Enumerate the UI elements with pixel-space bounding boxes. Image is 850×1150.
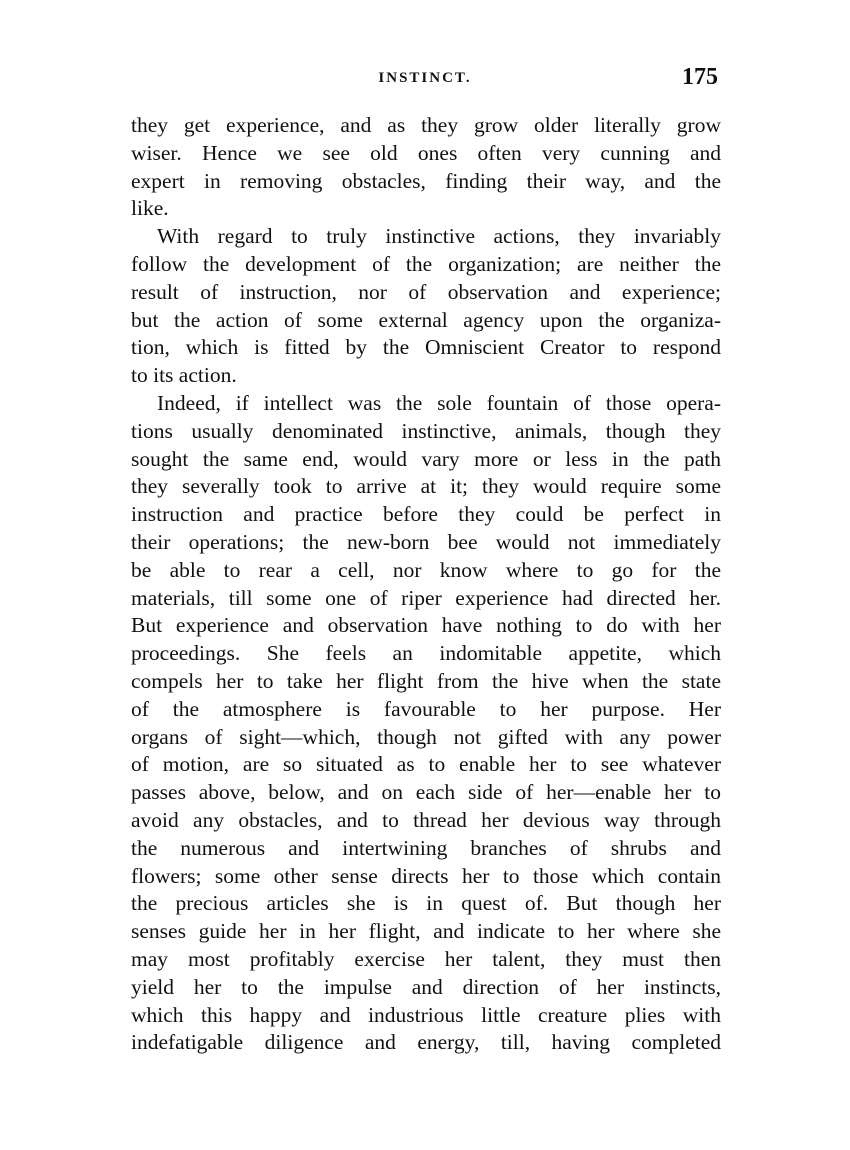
text-line: With regard to truly instinctive actions, they invariably (157, 224, 721, 249)
text-line: follow the development of the organization; are neither the (131, 251, 721, 276)
text-line: the precious articles she is in quest of. But though her (131, 891, 721, 916)
paragraph (131, 390, 721, 1057)
text-line: they get experience, and as they grow older literally grow (131, 113, 721, 137)
text-line: tions usually denominated instinctive, animals, though they (131, 418, 721, 443)
running-title: INSTINCT. (378, 70, 472, 86)
text-line: may most profitably exercise her talent, they must then (131, 946, 721, 971)
paragraph (131, 112, 721, 223)
text-line: the numerous and intertwining branches of shrubs and (131, 835, 721, 860)
text-line: which this happy and industrious little creature plies with (131, 1002, 721, 1027)
paragraph (131, 223, 721, 390)
text-line: but the action of some external agency upon the organiza- (131, 307, 721, 332)
text-line: instruction and practice before they could be perfect in (131, 502, 721, 527)
text-line: tion, which is fitted by the Omniscient Creator to respond (131, 335, 721, 360)
text-line: proceedings. She feels an indomitable appetite, which (131, 641, 721, 666)
text-line: of the atmosphere is favourable to her purpose. Her (131, 696, 721, 721)
text-line: passes above, below, and on each side of her—enable her to (131, 780, 721, 805)
text-line: organs of sight—which, though not gifted with any power (131, 724, 721, 749)
text-line: wiser. Hence we see old ones often very cunning and (131, 140, 721, 165)
text-line: flowers; some other sense directs her to those which contain (131, 863, 721, 888)
text-line: indefatigable diligence and energy, till, having completed (131, 1030, 721, 1055)
text-line: of motion, are so situated as to enable her to see whatever (131, 752, 721, 777)
text-line: materials, till some one of riper experience had directed her. (131, 585, 721, 610)
text-line: their operations; the new-born bee would not immediately (131, 529, 721, 554)
text-line: But experience and observation have nothing to do with her (131, 613, 721, 638)
running-head (130, 66, 720, 96)
text-line: compels her to take her flight from the hive when the state (131, 668, 721, 693)
text-line: expert in removing obstacles, finding their way, and the (131, 168, 721, 193)
text-line: sought the same end, would vary more or less in the path (131, 446, 721, 471)
page-number: 175 (682, 64, 718, 90)
text-line: like. (131, 196, 169, 221)
text-line: avoid any obstacles, and to thread her devious way through (131, 807, 721, 832)
text-line: they severally took to arrive at it; they would require some (131, 474, 721, 499)
text-line: Indeed, if intellect was the sole fountain of those opera- (157, 390, 721, 415)
body-text (131, 112, 721, 1057)
text-line: to its action. (131, 363, 237, 388)
text-line: be able to rear a cell, nor know where to go for the (131, 557, 721, 582)
text-line: yield her to the impulse and direction of her instincts, (131, 974, 721, 999)
text-line: senses guide her in her flight, and indicate to her where she (131, 919, 721, 944)
text-line: result of instruction, nor of observation and experience; (131, 279, 721, 304)
